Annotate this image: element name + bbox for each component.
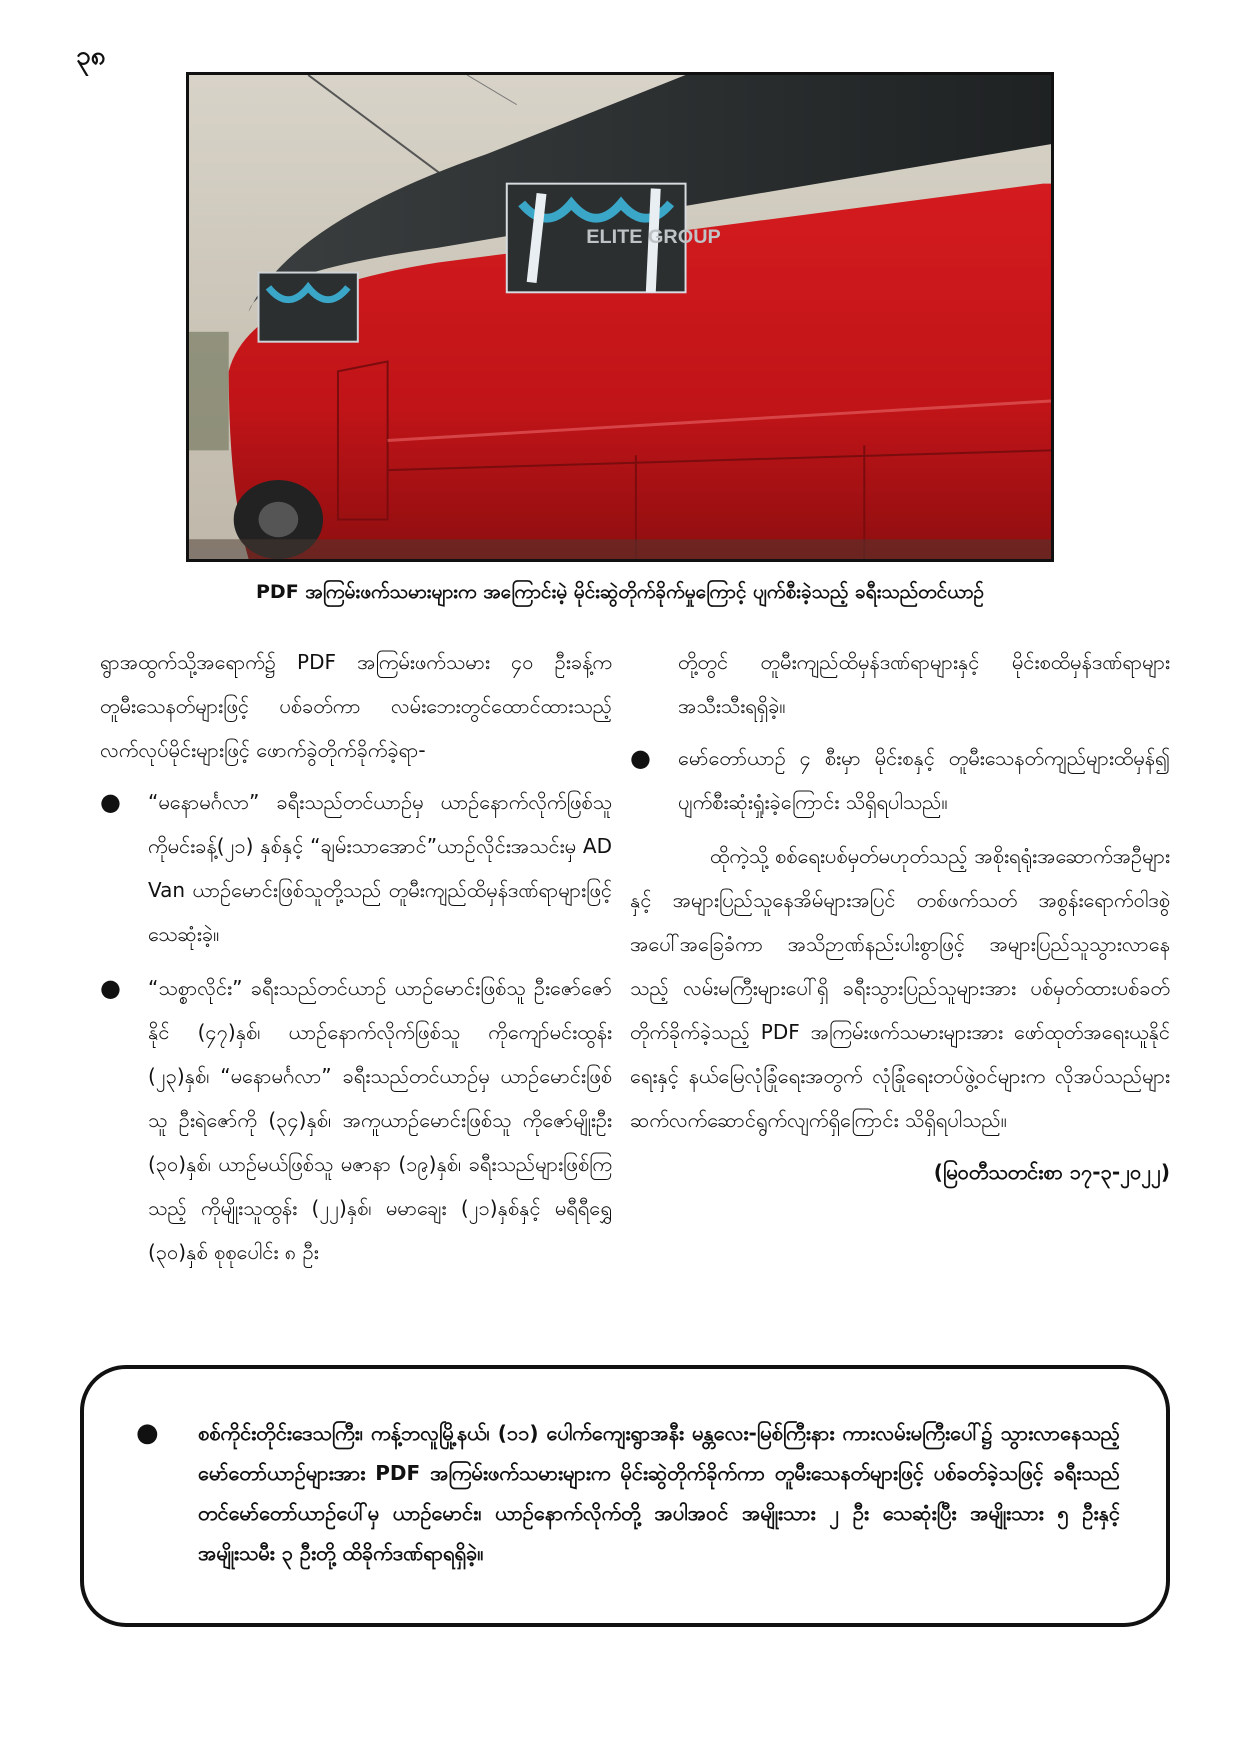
bullet-icon: ● xyxy=(630,744,651,772)
list-item-text: မော်တော်ယာဉ် ၄ စီးမှာ မိုင်းစနှင့် တူမီးသေနတ်ကျည်များထိမှန်၍ ပျက်စီးဆုံးရှုံးခဲ့ကြောင်း သိရှိရပါသည်။ xyxy=(678,746,1170,814)
bus-illustration xyxy=(189,75,1051,559)
list-item-text: “မနောမင်္ဂလာ” ခရီးသည်တင်ယာဉ်မှ ယာဉ်နောက်လိုက်ဖြစ်သူ ကိုမင်းခန့်(၂၁) နှစ်နှင့် “ချမ်းသာအောင်”ယာဉ်လိုင်းအသင်းမှ AD Van ယာဉ်မောင်းဖြစ်သူတို့သည် တူမီးကျည်ထိမှန်ဒဏ်ရာများဖြင့် သေဆုံးခဲ့။ xyxy=(148,790,612,946)
bus-photo xyxy=(186,72,1054,562)
list-item xyxy=(100,780,612,956)
bullet-icon: ● xyxy=(100,788,121,816)
list-item xyxy=(630,736,1170,824)
list-item xyxy=(100,966,612,1274)
page-number: ၃၈ xyxy=(76,41,106,71)
intro-paragraph: ရွာအထွက်သို့အရောက်၌ PDF အကြမ်းဖက်သမား ၄၀ ဦးခန့်က တူမီးသေနတ်များဖြင့် ပစ်ခတ်ကာ လမ်းဘေးတွင်ထောင်ထားသည့် လက်လုပ်မိုင်းများဖြင့် ဖောက်ခွဲတိုက်ခိုက်ခဲ့ရာ- xyxy=(100,650,612,762)
bullet-icon: ● xyxy=(136,1418,159,1448)
summary-box xyxy=(80,1365,1170,1627)
list-item-text: “သစ္စာလိုင်း” ခရီးသည်တင်ယာဉ် ယာဉ်မောင်းဖြစ်သူ ဦးဇော်ဇော်နိုင် (၄၇)နှစ်၊ ယာဉ်နောက်လိုက်ဖြစ်သူ ကိုကျော်မင်းထွန်း (၂၃)နှစ်၊ “မနောမင်္ဂလာ” ခရီးသည်တင်ယာဉ်မှ ယာဉ်မောင်းဖြစ်သူ ဦးရဲဇော်ကို (၃၄)နှစ်၊ အကူယာဉ်မောင်းဖြစ်သူ ကိုဇော်မျိုးဦး (၃၀)နှစ်၊ ယာဉ်မယ်ဖြစ်သူ မဇာနာ (၁၉)နှစ်၊ ခရီးသည်များဖြစ်ကြသည့် ကိုမျိုးသူထွန်း (၂၂)နှစ်၊ မမာချေး (၂၁)နှစ်နှင့် မရီရီရွှေ (၃၀)နှစ် စုစုပေါင်း ၈ ဦး xyxy=(148,976,612,1264)
left-column xyxy=(100,640,612,1284)
source-citation: (မြဝတီသတင်းစာ ၁၇-၃-၂၀၂၂) xyxy=(933,1160,1170,1184)
photo-caption: PDF အကြမ်းဖက်သမားများက အကြောင်းမဲ့ မိုင်းဆွဲတိုက်ခိုက်မှုကြောင့် ပျက်စီးခဲ့သည့် ခရီးသည်တင်ယာဉ် xyxy=(256,581,984,603)
right-column xyxy=(630,640,1170,1194)
continuation-paragraph: တို့တွင် တူမီးကျည်ထိမှန်ဒဏ်ရာများနှင့် မိုင်းစထိမှန်ဒဏ်ရာများ အသီးသီးရရှိခဲ့။ xyxy=(678,650,1170,718)
bullet-icon: ● xyxy=(100,974,121,1002)
summary-text: စစ်ကိုင်းတိုင်းဒေသကြီး၊ ကန့်ဘလူမြို့နယ်၊ (၁၁) ပေါက်ကျေးရွာအနီး မန္တလေး-မြစ်ကြီးနား ကားလမ်းမကြီးပေါ်၌ သွားလာနေသည့် မော်တော်ယာဉ်များအား PDF အကြမ်းဖက်သမားများက မိုင်းဆွဲတိုက်ခိုက်ကာ တူမီးသေနတ်များဖြင့် ပစ်ခတ်ခဲ့သဖြင့် ခရီးသည်တင်မော်တော်ယာဉ်ပေါ်မှ ယာဉ်မောင်း၊ ယာဉ်နောက်လိုက်တို့ အပါအဝင် အမျိုးသား ၂ ဦး သေဆုံးပြီး အမျိုးသား ၅ ဦးနှင့် အမျိုးသမီး ၃ ဦးတို့ ထိခိုက်ဒဏ်ရာရရှိခဲ့။ xyxy=(198,1421,1121,1565)
summary-item xyxy=(136,1413,1120,1573)
closing-paragraph: ထိုကဲ့သို့ စစ်ရေးပစ်မှတ်မဟုတ်သည့် အစိုးရရုံးအဆောက်အဦများနှင့် အများပြည်သူနေအိမ်များအပြင် တစ်ဖက်သတ် အစွန်းရောက်ဝါဒစွဲအပေါ်အခြေခံကာ အသိဉာဏ်နည်းပါးစွာဖြင့် အများပြည်သူသွားလာနေသည့် လမ်းမကြီးများပေါ်ရှိ ခရီးသွားပြည်သူများအား ပစ်မှတ်ထားပစ်ခတ်တိုက်ခိုက်ခဲ့သည့် PDF အကြမ်းဖက်သမားများအား ဖော်ထုတ်အရေးယူနိုင်ရေးနှင့် နယ်မြေလုံခြုံရေးအတွက် လုံခြုံရေးတပ်ဖွဲ့ဝင်များက လိုအပ်သည်များ ဆက်လက်ဆောင်ရွက်လျက်ရှိကြောင်း သိရှိရပါသည်။ xyxy=(630,844,1170,1132)
bus-lettering: ELITE GROUP xyxy=(586,225,721,248)
